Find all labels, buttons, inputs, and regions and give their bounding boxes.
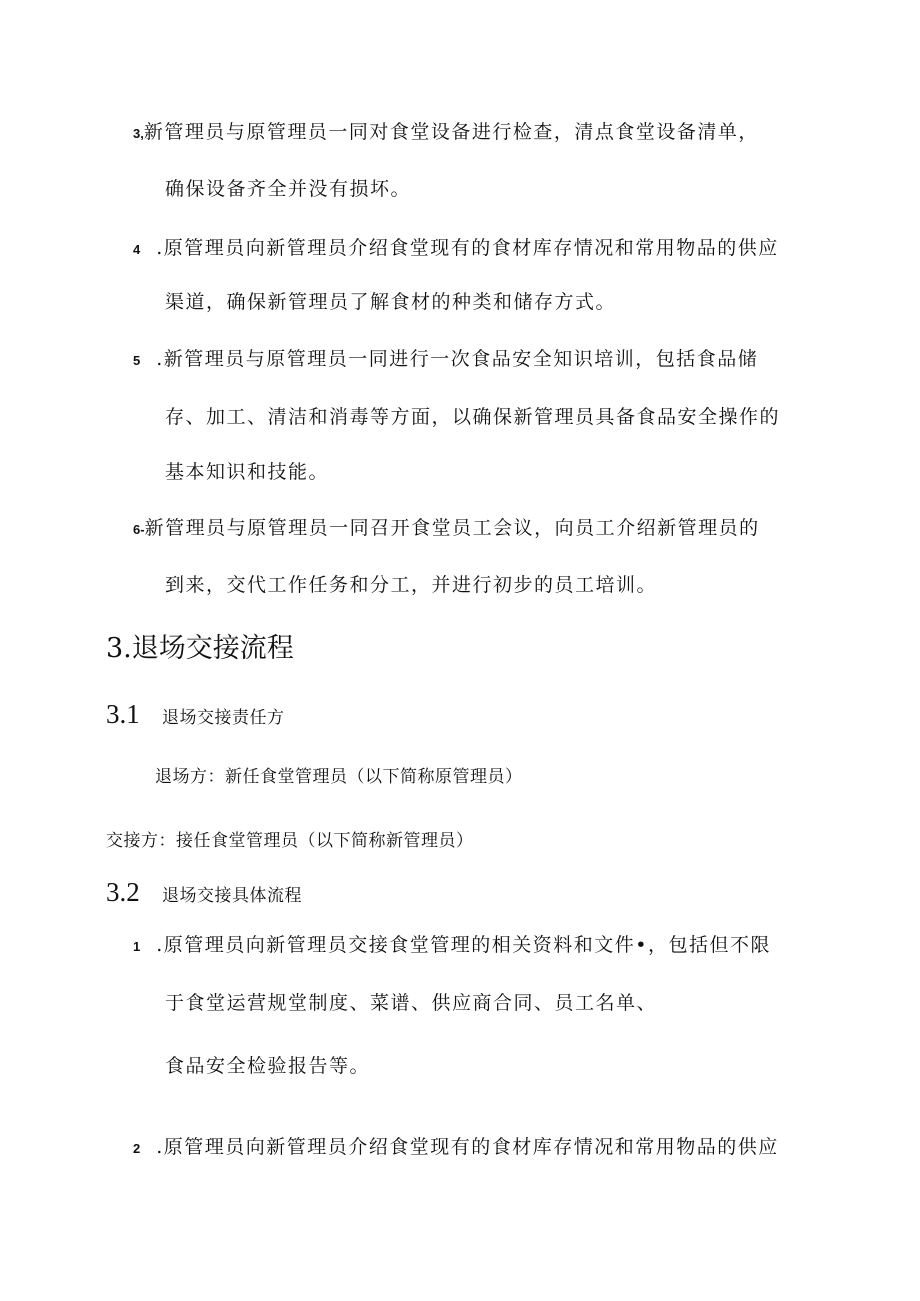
subsection-number: 3.2 bbox=[106, 877, 140, 907]
handover-step-1-line-3: 食品安全检验报告等。 bbox=[165, 1055, 371, 1077]
step-text: .原管理员向新管理员交接食堂管理的相关资料和文件•，包括但不限 bbox=[156, 934, 771, 956]
subsection-title: 退场交接具体流程 bbox=[162, 886, 302, 905]
step-number: 4 bbox=[133, 242, 141, 257]
step-text: 新管理员与原管理员一同召开食堂员工会议，向员工介绍新管理员的 bbox=[144, 517, 760, 539]
step-5-line-1 bbox=[133, 347, 758, 373]
step-number: 6- bbox=[133, 522, 145, 537]
exit-party-line: 退场方：新任食堂管理员（以下简称原管理员） bbox=[155, 767, 523, 786]
step-number: 1 bbox=[133, 939, 141, 954]
step-5-line-3: 基本知识和技能。 bbox=[165, 461, 330, 483]
step-text: .原管理员向新管理员介绍食堂现有的食材库存情况和常用物品的供应 bbox=[156, 1136, 779, 1158]
step-6-line-1 bbox=[133, 516, 760, 542]
handover-step-1-line-1 bbox=[133, 933, 771, 959]
step-3-line-2: 确保设备齐全并没有损坏。 bbox=[165, 178, 412, 200]
step-3-line-1 bbox=[133, 120, 759, 146]
step-text: 新管理员与原管理员一同对食堂设备进行检查，清点食堂设备清单， bbox=[143, 121, 759, 143]
handover-party-line: 交接方：接任食堂管理员（以下简称新管理员） bbox=[106, 831, 474, 850]
subsection-3-1-heading bbox=[106, 698, 285, 734]
subsection-title: 退场交接责任方 bbox=[162, 708, 285, 727]
subsection-3-2-heading bbox=[106, 876, 302, 912]
step-4-line-1 bbox=[133, 236, 779, 262]
step-number: 3, bbox=[133, 126, 144, 141]
step-number: 2 bbox=[133, 1141, 141, 1156]
step-5-line-2: 存、加工、清洁和消毒等方面，以确保新管理员具备食品安全操作的 bbox=[165, 406, 781, 428]
handover-step-1-line-2: 于食堂运营规堂制度、菜谱、供应商合同、员工名单、 bbox=[165, 992, 658, 1014]
step-text: .新管理员与原管理员一同进行一次食品安全知识培训，包括食品储 bbox=[156, 348, 759, 370]
step-4-line-2: 渠道，确保新管理员了解食材的种类和储存方式。 bbox=[165, 291, 617, 313]
handover-step-2-line-1 bbox=[133, 1135, 779, 1161]
subsection-number: 3.1 bbox=[106, 699, 140, 729]
step-6-line-2: 到来，交代工作任务和分工，并进行初步的员工培训。 bbox=[165, 574, 658, 596]
step-text: .原管理员向新管理员介绍食堂现有的食材库存情况和常用物品的供应 bbox=[156, 237, 779, 259]
section-3-heading: 3.退场交接流程 bbox=[106, 633, 294, 664]
step-number: 5 bbox=[133, 353, 141, 368]
